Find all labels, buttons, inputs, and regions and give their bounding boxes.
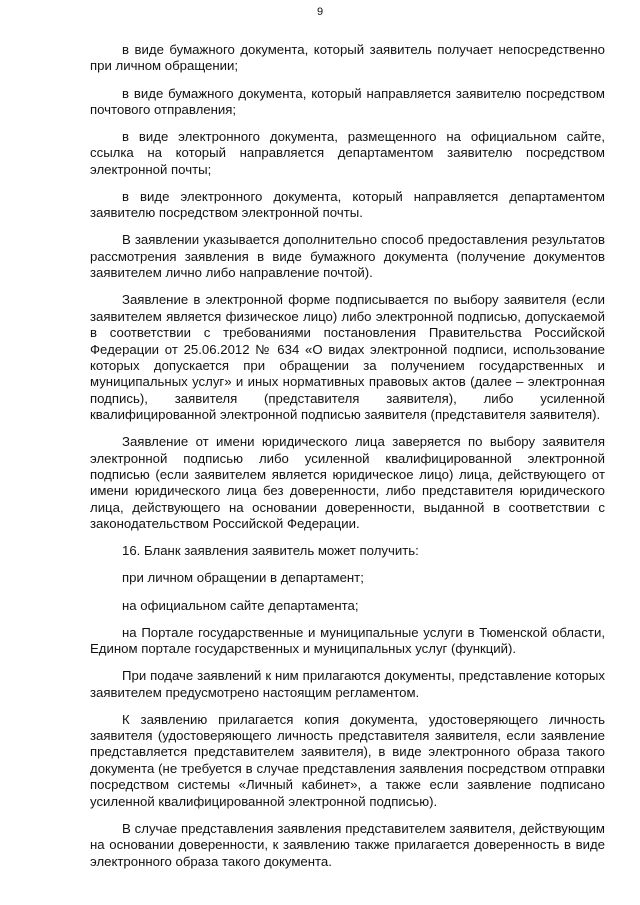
paragraph-1: в виде бумажного документа, который заявитель получает непосредственно при личном обращении; (90, 42, 605, 74)
paragraph-14: В случае представления заявления представителем заявителя, действующим на основании доверенности, к заявлению также прилагается доверенность в виде электронного образа такого документа. (90, 820, 605, 869)
paragraph-5: В заявлении указывается дополнительно способ предоставления результатов рассмотрения заявления в виде бумажного документа (получение документов заявителем лично либо направление почтой). (90, 232, 605, 281)
page-number: 9 (316, 6, 324, 18)
paragraph-8: 16. Бланк заявления заявитель может получить: (122, 543, 419, 559)
paragraph-6: Заявление в электронной форме подписывается по выбору заявителя (если заявителем является физическое лицо) либо электронной подписью, допускаемой в соответствии с требованиями постановления Правительства Российской Федерации от 25.06.2012 № 634 «О видах электронной подписи, использование которых допускается при обращении за получением государственных и муниципальных услуг» и иных нормативных правовых актов (далее – электронная подпись), заявителя (представителя заявителя), либо усиленной квалифицированной электронной подписью заявителя (представителя заявителя). (90, 292, 605, 423)
paragraph-4: в виде электронного документа, который направляется департаментом заявителю посредством электронной почты. (90, 188, 605, 221)
paragraph-2: в виде бумажного документа, который направляется заявителю посредством почтового отправления; (90, 85, 605, 117)
paragraph-9: при личном обращении в департамент; (122, 570, 364, 586)
paragraph-12: При подаче заявлений к ним прилагаются документы, представление которых заявителем предусмотрено настоящим регламентом. (90, 668, 605, 700)
document-body (90, 42, 605, 881)
paragraph-11: на Портале государственные и муниципальные услуги в Тюменской области, Едином портале государственных и муниципальных услуг (функций). (90, 624, 605, 657)
paragraph-7: Заявление от имени юридического лица заверяется по выбору заявителя электронной подписью либо усиленной квалифицированной электронной подписью (если заявителем является юридическое лицо) лица, действующего от имени юридического лица без доверенности, либо представителя юридического лица, действующего на основании доверенности, выданной в соответствии с законодательством Российской Федерации. (90, 434, 605, 532)
paragraph-10: на официальном сайте департамента; (122, 597, 359, 613)
paragraph-3: в виде электронного документа, размещенного на официальном сайте, ссылка на который направляется департаментом заявителю посредством электронной почты; (90, 129, 605, 177)
paragraph-13: К заявлению прилагается копия документа, удостоверяющего личность заявителя (удостоверяющего личность представителя заявителя, если заявление представляется представителем заявителя), в виде электронного образа такого документа (не требуется в случае представления заявления посредством отправки посредством системы «Личный кабинет», а также если заявление подписано усиленной квалифицированной электронной подписью). (90, 711, 605, 809)
